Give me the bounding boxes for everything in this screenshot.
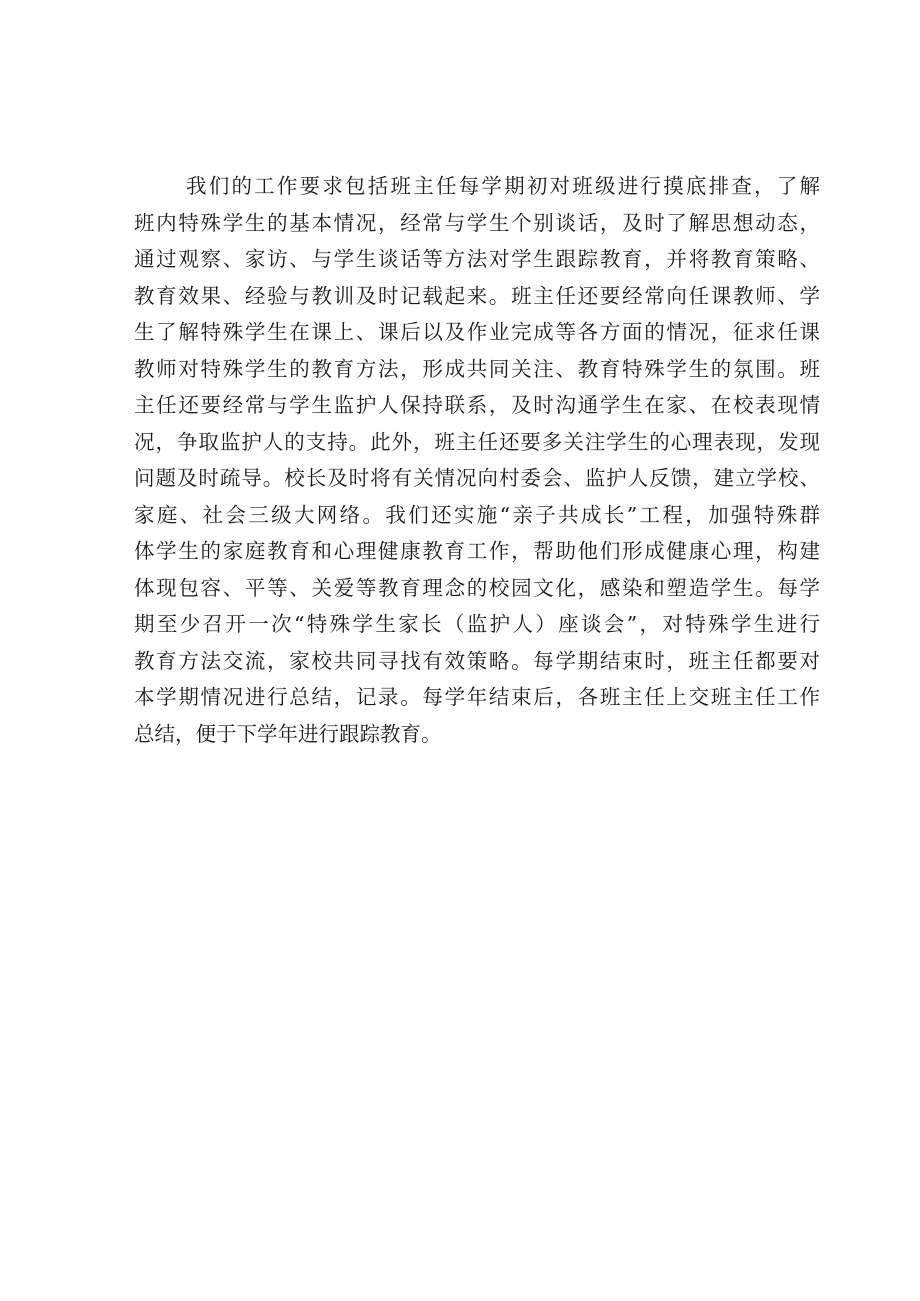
paragraph-line: 通过观察、家访、与学生谈话等方法对学生跟踪教育，并将教育策略、 xyxy=(134,247,820,271)
body-paragraph xyxy=(134,168,820,752)
paragraph-line: 况，争取监护人的支持。此外，班主任还要多关注学生的心理表现，发现 xyxy=(134,429,820,454)
paragraph-line: 生了解特殊学生在课上、课后以及作业完成等各方面的情况，征求任课 xyxy=(134,320,820,344)
paragraph-line: 期至少召开一次“特殊学生家长（监护人）座谈会”，对特殊学生进行 xyxy=(134,612,820,636)
paragraph-line: 主任还要经常与学生监护人保持联系，及时沟通学生在家、在校表现情 xyxy=(134,393,820,417)
paragraph-line: 教育效果、经验与教训及时记载起来。班主任还要经常向任课教师、学 xyxy=(134,283,820,308)
paragraph-line: 体学生的家庭教育和心理健康教育工作，帮助他们形成健康心理，构建 xyxy=(134,539,820,563)
paragraph-line: 本学期情况进行总结，记录。每学年结束后，各班主任上交班主任工作 xyxy=(134,685,820,709)
paragraph-line: 体现包容、平等、关爱等教育理念的校园文化，感染和塑造学生。每学 xyxy=(134,575,820,600)
paragraph-line: 家庭、社会三级大网络。我们还实施“亲子共成长”工程，加强特殊群 xyxy=(134,502,820,527)
paragraph-line: 教师对特殊学生的教育方法，形成共同关注、教育特殊学生的氛围。班 xyxy=(134,356,820,381)
paragraph-line: 班内特殊学生的基本情况，经常与学生个别谈话，及时了解思想动态， xyxy=(134,210,820,235)
paragraph-line: 问题及时疏导。校长及时将有关情况向村委会、监护人反馈，建立学校、 xyxy=(134,466,820,490)
paragraph-line: 我们的工作要求包括班主任每学期初对班级进行摸底排查，了解 xyxy=(186,174,820,198)
paragraph-line: 教育方法交流，家校共同寻找有效策略。每学期结束时，班主任都要对 xyxy=(134,648,820,673)
paragraph-line: 总结，便于下学年进行跟踪教育。 xyxy=(134,721,442,746)
